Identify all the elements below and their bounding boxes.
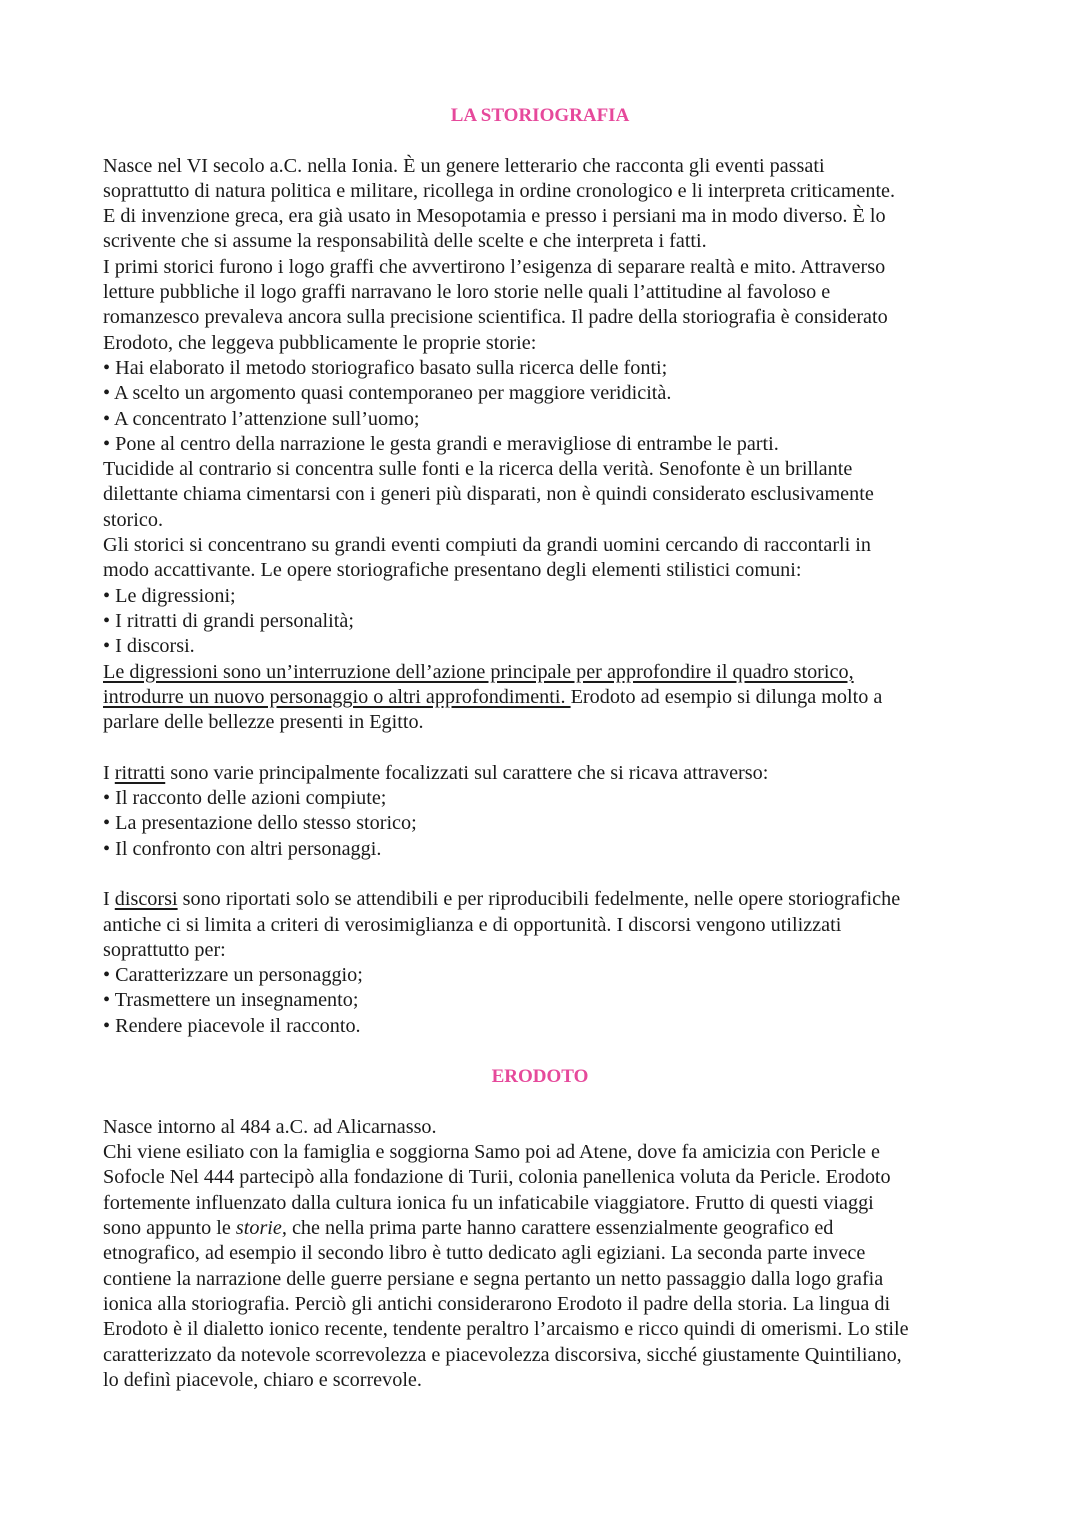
text-segment: • I ritratti di grandi personalità; xyxy=(103,609,354,632)
text-line xyxy=(103,963,983,988)
text-line xyxy=(103,508,983,533)
text-segment: • Rendere piacevole il racconto. xyxy=(103,1014,361,1037)
text-segment: che nella prima parte hanno carattere essenzialmente geografico ed xyxy=(286,1217,834,1240)
underlined-text: introdurre un nuovo personaggio o altri approfondimenti. xyxy=(103,685,571,708)
section-heading xyxy=(0,103,1080,128)
text-segment: lo definì piacevole, chiaro e scorrevole. xyxy=(103,1368,422,1391)
text-line xyxy=(103,609,983,634)
italic-text: storie, xyxy=(235,1217,287,1240)
text-segment: ERODOTO xyxy=(491,1066,589,1088)
text-segment: Nasce nel VI secolo a.C. nella Ionia. È un genere letterario che racconta gli eventi passati xyxy=(103,154,825,177)
document-page xyxy=(103,103,983,1393)
blank-line xyxy=(103,862,983,887)
text-line xyxy=(103,660,983,685)
text-segment: modo accattivante. Le opere storiografiche presentano degli elementi stilistici comuni: xyxy=(103,559,802,582)
text-segment: romanzesco prevaleva ancora sulla precisione scientifica. Il padre della storiografia è considerato xyxy=(103,306,888,329)
text-segment: scrivente che si assume la responsabilità delle scelte e che interpreta i fatti. xyxy=(103,230,707,253)
text-line xyxy=(103,913,983,938)
text-segment: storico. xyxy=(103,508,163,531)
text-segment: sono riportati solo se attendibili e per riproducibili fedelmente, nelle opere storiografiche xyxy=(177,888,901,911)
text-segment: E di invenzione greca, era già usato in Mesopotamia e presso i persiani ma in modo diverso. È lo xyxy=(103,205,886,228)
text-segment: dilettante chiama cimentarsi con i generi più disparati, non è quindi considerato esclusivamente xyxy=(103,483,874,506)
text-segment: soprattutto per: xyxy=(103,938,226,961)
text-segment: contiene la narrazione delle guerre persiane e segna pertanto un netto passaggio dalla logo grafia xyxy=(103,1267,884,1290)
text-segment: • I discorsi. xyxy=(103,635,195,658)
text-segment: I xyxy=(103,888,115,911)
text-line xyxy=(103,1140,983,1165)
text-line xyxy=(103,533,983,558)
text-segment: Erodoto ad esempio si dilunga molto a xyxy=(570,685,883,708)
text-line xyxy=(103,482,983,507)
text-segment: Tucidide al contrario si concentra sulle fonti e la ricerca della verità. Senofonte è un brillante xyxy=(103,458,853,481)
text-segment: I primi storici furono i logo graffi che avvertirono l’esigenza di separare realtà e mito. Attraverso xyxy=(103,255,886,278)
text-segment: Chi viene esiliato con la famiglia e soggiorna Samo poi ad Atene, dove fa amicizia con Pericle e xyxy=(103,1141,880,1164)
text-segment: LA STORIOGRAFIA xyxy=(450,105,630,126)
text-segment: etnografico, ad esempio il secondo libro è tutto dedicato agli egiziani. La seconda parte invece xyxy=(103,1242,866,1265)
text-segment: fortemente influenzato dalla cultura ionica fu un infaticabile viaggiatore. Frutto di questi viaggi xyxy=(103,1191,874,1214)
text-segment: Sofocle Nel 444 partecipò alla fondazione di Turii, colonia panellenica voluta da Pericle. Erodoto xyxy=(103,1166,891,1189)
text-line xyxy=(103,331,983,356)
text-segment: soprattutto di natura politica e militare, ricollega in ordine cronologico e li interpreta criticamente. xyxy=(103,179,896,202)
text-line xyxy=(103,1317,983,1342)
text-segment: sono varie principalmente focalizzati sul carattere che si ricava attraverso: xyxy=(165,761,769,784)
underlined-text: ritratti xyxy=(114,761,166,784)
text-line xyxy=(103,255,983,280)
text-segment: • A concentrato l’attenzione sull’uomo; xyxy=(103,407,420,430)
text-segment: antiche ci si limita a criteri di verosimiglianza e di opportunità. I discorsi vengono utilizzati xyxy=(103,913,842,936)
text-line xyxy=(103,710,983,735)
text-line xyxy=(103,887,983,912)
text-line xyxy=(103,305,983,330)
text-segment: caratterizzato da notevole scorrevolezza e piacevolezza discorsiva, sicché giustamente Quintiliano, xyxy=(103,1343,902,1366)
text-line xyxy=(103,685,983,710)
text-segment: letture pubbliche il logo graffi narravano le loro storie nelle quali l’attitudine al favoloso e xyxy=(103,281,831,304)
text-segment: sono appunto le xyxy=(103,1217,236,1240)
text-segment: Erodoto è il dialetto ionico recente, tendente peraltro l’arcaismo e ricco quindi di omerismi. Lo stile xyxy=(103,1318,909,1341)
text-line xyxy=(103,634,983,659)
text-segment: I xyxy=(103,761,115,784)
text-segment: • Trasmettere un insegnamento; xyxy=(103,989,359,1012)
underlined-text: Le digressioni sono un’interruzione dell’azione principale per approfondire il quadro storico, xyxy=(103,660,854,683)
text-segment: • A scelto un argomento quasi contemporaneo per maggiore veridicità. xyxy=(103,382,672,405)
text-line xyxy=(103,1115,983,1140)
text-line xyxy=(103,837,983,862)
text-line xyxy=(103,1165,983,1190)
text-line xyxy=(103,811,983,836)
text-line xyxy=(103,786,983,811)
text-line xyxy=(103,1343,983,1368)
text-segment: Gli storici si concentrano su grandi eventi compiuti da grandi uomini cercando di raccontarli in xyxy=(103,534,872,557)
text-segment: • Caratterizzare un personaggio; xyxy=(103,964,363,987)
text-segment: • Pone al centro della narrazione le gesta grandi e meravigliose di entrambe le parti. xyxy=(103,432,779,455)
text-line xyxy=(103,204,983,229)
text-segment: Erodoto, che leggeva pubblicamente le proprie storie: xyxy=(103,331,537,354)
text-line xyxy=(103,356,983,381)
text-line xyxy=(103,229,983,254)
underlined-text: discorsi xyxy=(114,888,178,911)
text-line xyxy=(103,407,983,432)
blank-line xyxy=(103,735,983,760)
text-line xyxy=(103,584,983,609)
text-line xyxy=(103,1368,983,1393)
text-segment: parlare delle bellezze presenti in Egitto. xyxy=(103,711,424,734)
blank-line xyxy=(103,1090,983,1115)
blank-line xyxy=(103,1039,983,1064)
text-segment: • La presentazione dello stesso storico; xyxy=(103,812,417,835)
text-line xyxy=(103,280,983,305)
text-line xyxy=(103,1191,983,1216)
blank-line xyxy=(103,128,983,153)
text-line xyxy=(103,1216,983,1241)
text-line xyxy=(103,457,983,482)
text-line xyxy=(103,432,983,457)
text-segment: • Il confronto con altri personaggi. xyxy=(103,837,382,860)
section-heading xyxy=(0,1064,1080,1089)
text-line xyxy=(103,179,983,204)
text-line xyxy=(103,154,983,179)
text-segment: • Le digressioni; xyxy=(103,584,236,607)
text-line xyxy=(103,1014,983,1039)
text-line xyxy=(103,1292,983,1317)
text-line xyxy=(103,381,983,406)
text-segment: ionica alla storiografia. Perciò gli antichi considerarono Erodoto il padre della storia. La lingua di xyxy=(103,1292,891,1315)
text-line xyxy=(103,1241,983,1266)
text-line xyxy=(103,988,983,1013)
text-segment: • Hai elaborato il metodo storiografico basato sulla ricerca delle fonti; xyxy=(103,356,668,379)
text-line xyxy=(103,938,983,963)
text-line xyxy=(103,558,983,583)
text-segment: • Il racconto delle azioni compiute; xyxy=(103,787,387,810)
text-segment: Nasce intorno al 484 a.C. ad Alicarnasso. xyxy=(103,1115,437,1138)
text-line xyxy=(103,1267,983,1292)
text-line xyxy=(103,761,983,786)
